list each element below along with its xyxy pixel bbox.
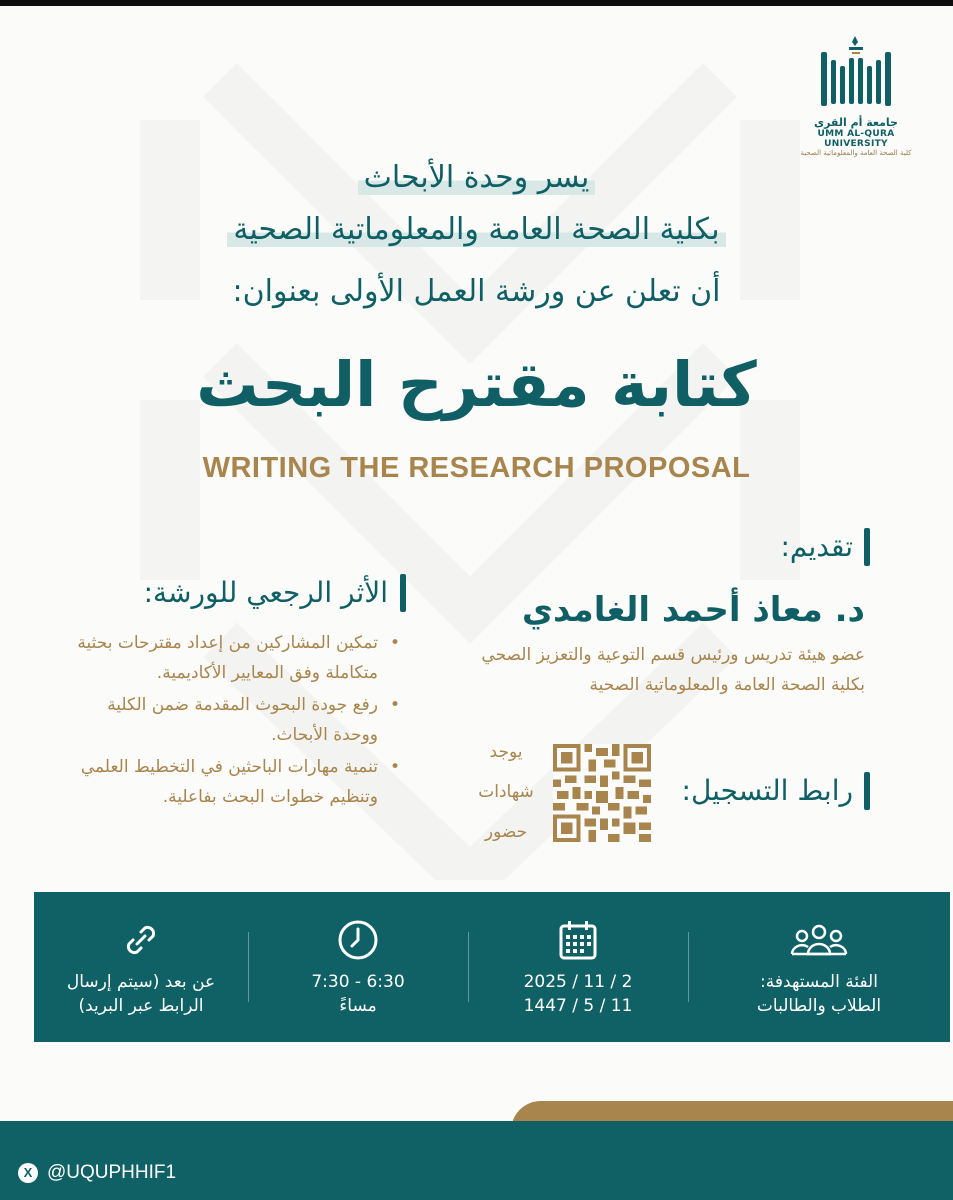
registration-label-bar (864, 772, 870, 810)
time-period: مساءً (339, 996, 377, 1016)
x-social-icon[interactable]: X (18, 1163, 38, 1183)
logo-name-en: UMM AL-QURA UNIVERSITY (817, 129, 895, 149)
registration-label: رابط التسجيل: (681, 774, 853, 807)
people-icon (789, 918, 849, 962)
impact-item: • تمكين المشاركين من إعداد مقترحات بحثية متكاملة وفق المعايير الأكاديمية. (70, 628, 400, 688)
audience-value: الطلاب والطالبات (756, 996, 882, 1016)
presenter-role: عضو هيئة تدريس ورئيس قسم التوعية والتعزيز الصحي بكلية الصحة العامة والمعلوماتية الصحية (481, 645, 865, 695)
mode-line-1: عن بعد (سيتم إرسال (66, 972, 216, 992)
workshop-title-ar: كتابة مقترح البحث (196, 348, 757, 421)
date-hijri: 11 / 5 / 1447 (523, 996, 633, 1016)
presenter-label-bar (864, 528, 870, 566)
info-audience (688, 892, 950, 1042)
impact-label-bar (400, 574, 406, 612)
link-icon (119, 918, 163, 962)
info-time (248, 892, 468, 1042)
impact-label: الأثر الرجعي للورشة: (143, 576, 388, 609)
info-date (468, 892, 688, 1042)
date-gregorian: 2 / 11 / 2025 (523, 972, 633, 992)
presenter-name: د. معاذ أحمد الغامدي (521, 590, 865, 630)
presenter-label: تقديم: (780, 530, 853, 563)
info-band (34, 892, 950, 1042)
university-logo (791, 32, 921, 162)
mode-line-2: الرابط عبر البريد) (78, 996, 204, 1016)
calendar-icon (556, 918, 600, 962)
certificate-note-3: حضور (484, 822, 528, 842)
university-emblem-icon (811, 32, 901, 112)
intro-line-3: أن تعلن عن ورشة العمل الأولى بعنوان: (232, 274, 721, 309)
logo-name-ar: جامعة أم القرى (814, 116, 898, 129)
workshop-title-en: WRITING THE RESEARCH PROPOSAL (202, 452, 751, 484)
impact-list (70, 628, 400, 814)
registration-qr-code[interactable] (553, 744, 651, 842)
impact-item: • تنمية مهارات الباحثين في التخطيط العلمي وتنظيم خطوات البحث بفاعلية. (70, 752, 400, 812)
intro-line-2: بكلية الصحة العامة والمعلوماتية الصحية (0, 212, 953, 247)
audience-label: الفئة المستهدفة: (760, 972, 878, 992)
intro-line-1: يسر وحدة الأبحاث (0, 160, 953, 195)
clock-icon (336, 918, 380, 962)
certificate-note-2: شهادات (478, 782, 534, 802)
certificate-note-1: يوجد (489, 742, 523, 762)
logo-college-ar: كلية الصحة العامة والمعلوماتية الصحية (800, 149, 912, 157)
info-mode (34, 892, 248, 1042)
time-range: 6:30 - 7:30 (311, 972, 405, 992)
footer-bar (0, 1121, 953, 1200)
social-handle[interactable]: @UQUPHHIF1 (47, 1162, 177, 1183)
impact-item: • رفع جودة البحوث المقدمة ضمن الكلية ووحدة الأبحاث. (70, 690, 400, 750)
